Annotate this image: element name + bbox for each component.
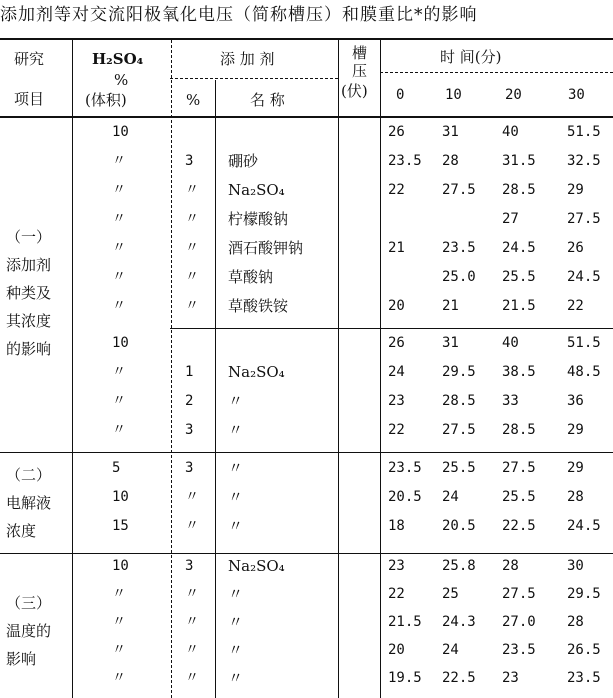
cell-voltage-t10: 22.5 [442,670,476,686]
cell-voltage-t30: 28 [567,489,584,505]
cell-h2so4: 10 [112,124,129,140]
cell-voltage-t30: 24.5 [567,518,601,534]
cell-additive-name: Na₂SO₄ [228,181,285,199]
header-time: 时 间(分) [440,48,502,66]
cell-voltage-t0: 22 [388,422,405,438]
cell-voltage-t0: 22 [388,182,405,198]
header-bottom-rule [0,116,613,118]
group-rule-2 [0,553,613,554]
cell-voltage-t10: 25.0 [442,269,476,285]
group-label-line: 浓度 [6,522,37,540]
cell-voltage-t30: 24.5 [567,269,601,285]
cell-voltage-t10: 24 [442,642,459,658]
header-voltage-1: 槽 [352,44,368,62]
header-time-0: 0 [396,87,405,103]
cell-voltage-t10: 31 [442,335,459,351]
cell-voltage-t0: 19.5 [388,670,422,686]
cell-voltage-t20: 21.5 [502,298,536,314]
cell-additive-pct: 〃 [185,670,199,686]
cell-voltage-t0: 18 [388,518,405,534]
cell-additive-name: 〃 [228,641,244,659]
cell-voltage-t20: 28.5 [502,422,536,438]
cell-voltage-t10: 20.5 [442,518,476,534]
cell-voltage-t10: 28 [442,153,459,169]
cell-additive-pct: 〃 [185,518,199,534]
group-label-line: 其浓度 [6,312,52,330]
cell-h2so4: 5 [112,460,121,476]
cell-additive-name: Na₂SO₄ [228,363,285,381]
cell-additive-pct: 〃 [185,489,199,505]
col-rule-1 [72,40,73,698]
cell-additive-pct: 3 [185,460,194,476]
cell-voltage-t10: 27.5 [442,422,476,438]
cell-voltage-t0: 23.5 [388,460,422,476]
col-rule-3 [215,80,216,698]
cell-voltage-t20: 27.5 [502,460,536,476]
cell-h2so4: 〃 [112,642,126,658]
cell-voltage-t30: 26 [567,240,584,256]
header-h2so4-pct: % [114,71,129,89]
header-time-30: 30 [568,87,585,103]
cell-voltage-t10: 31 [442,124,459,140]
cell-voltage-t30: 32.5 [567,153,601,169]
header-h2so4-vol: (体积) [85,91,127,109]
cell-voltage-t20: 28.5 [502,182,536,198]
cell-voltage-t30: 36 [567,393,584,409]
cell-voltage-t0: 23.5 [388,153,422,169]
cell-h2so4: 〃 [112,670,126,686]
cell-voltage-t20: 40 [502,124,519,140]
cell-h2so4: 〃 [112,614,126,630]
cell-voltage-t30: 48.5 [567,364,601,380]
cell-voltage-t30: 29 [567,182,584,198]
cell-voltage-t30: 51.5 [567,335,601,351]
group-label-line: （一） [6,228,52,246]
cell-additive-name: 硼砂 [228,152,259,170]
group-label-line: 的影响 [6,340,52,358]
cell-voltage-t10: 23.5 [442,240,476,256]
cell-voltage-t0: 26 [388,124,405,140]
header-additive-pct: % [186,91,201,109]
cell-h2so4: 〃 [112,153,126,169]
group-label-line: 电解液 [6,494,52,512]
time-sub-rule [380,72,613,73]
cell-voltage-t20: 24.5 [502,240,536,256]
cell-voltage-t10: 25.8 [442,558,476,574]
cell-additive-name: 〃 [228,517,244,535]
header-study-2: 项目 [14,90,45,108]
cell-additive-name: 〃 [228,613,244,631]
group-label-line: 影响 [6,650,37,668]
cell-h2so4: 〃 [112,269,126,285]
cell-voltage-t30: 27.5 [567,211,601,227]
cell-additive-pct: 3 [185,422,194,438]
cell-h2so4: 10 [112,558,129,574]
cell-voltage-t0: 22 [388,586,405,602]
cell-voltage-t20: 27.0 [502,614,536,630]
cell-additive-name: 〃 [228,585,244,603]
cell-additive-pct: 3 [185,558,194,574]
cell-voltage-t30: 29.5 [567,586,601,602]
cell-additive-pct: 3 [185,153,194,169]
cell-additive-pct: 2 [185,393,194,409]
cell-voltage-t30: 23.5 [567,670,601,686]
cell-voltage-t0: 20 [388,642,405,658]
cell-h2so4: 〃 [112,240,126,256]
cell-voltage-t10: 21 [442,298,459,314]
cell-voltage-t30: 22 [567,298,584,314]
cell-additive-pct: 〃 [185,240,199,256]
cell-voltage-t20: 33 [502,393,519,409]
cell-additive-name: 〃 [228,488,244,506]
cell-voltage-t30: 51.5 [567,124,601,140]
cell-additive-pct: 〃 [185,269,199,285]
cell-additive-name: 草酸铁铵 [228,297,289,315]
cell-voltage-t20: 40 [502,335,519,351]
header-h2so4: H₂SO₄ [92,50,144,68]
cell-additive-name: 酒石酸钾钠 [228,239,304,257]
cell-voltage-t30: 28 [567,614,584,630]
cell-voltage-t0: 20.5 [388,489,422,505]
cell-h2so4: 〃 [112,422,126,438]
group-label-line: （三） [6,594,52,612]
cell-h2so4: 10 [112,335,129,351]
cell-additive-name: 〃 [228,421,244,439]
cell-h2so4: 〃 [112,364,126,380]
cell-additive-pct: 〃 [185,614,199,630]
cell-voltage-t10: 29.5 [442,364,476,380]
cell-voltage-t20: 22.5 [502,518,536,534]
header-voltage-2: 压 [352,62,368,80]
header-voltage-3: (伏) [341,82,368,100]
additive-sub-rule [170,78,338,79]
cell-voltage-t10: 25.5 [442,460,476,476]
cell-voltage-t0: 21.5 [388,614,422,630]
header-study-1: 研究 [14,50,45,68]
cell-voltage-t20: 25.5 [502,489,536,505]
cell-voltage-t20: 38.5 [502,364,536,380]
group-label-line: （二） [6,466,52,484]
cell-additive-pct: 〃 [185,586,199,602]
cell-voltage-t0: 26 [388,335,405,351]
cell-additive-pct: 〃 [185,211,199,227]
cell-additive-pct: 〃 [185,642,199,658]
col-rule-4 [338,40,339,698]
cell-voltage-t10: 28.5 [442,393,476,409]
cell-additive-name: 〃 [228,392,244,410]
cell-voltage-t20: 27 [502,211,519,227]
cell-voltage-t10: 25 [442,586,459,602]
cell-voltage-t20: 25.5 [502,269,536,285]
cell-voltage-t0: 21 [388,240,405,256]
cell-additive-pct: 〃 [185,298,199,314]
cell-voltage-t0: 20 [388,298,405,314]
cell-voltage-t20: 23.5 [502,642,536,658]
cell-voltage-t0: 23 [388,558,405,574]
group-label-line: 种类及 [6,284,52,302]
cell-h2so4: 〃 [112,182,126,198]
cell-voltage-t30: 29 [567,460,584,476]
header-top-rule [0,38,613,40]
group-label-line: 添加剂 [6,256,52,274]
header-time-20: 20 [505,87,522,103]
header-additive: 添 加 剂 [220,50,275,68]
cell-voltage-t10: 24.3 [442,614,476,630]
cell-voltage-t10: 27.5 [442,182,476,198]
cell-additive-pct: 1 [185,364,194,380]
cell-additive-name: 草酸钠 [228,268,274,286]
cell-additive-pct: 〃 [185,182,199,198]
cell-additive-name: 柠檬酸钠 [228,210,289,228]
cell-additive-name: 〃 [228,669,244,687]
cell-voltage-t30: 26.5 [567,642,601,658]
cell-voltage-t0: 23 [388,393,405,409]
cell-h2so4: 〃 [112,298,126,314]
cell-voltage-t30: 29 [567,422,584,438]
cell-voltage-t20: 31.5 [502,153,536,169]
cell-additive-name: 〃 [228,459,244,477]
cell-additive-name: Na₂SO₄ [228,557,285,575]
cell-h2so4: 〃 [112,393,126,409]
cell-h2so4: 〃 [112,586,126,602]
cell-voltage-t20: 23 [502,670,519,686]
cell-voltage-t20: 28 [502,558,519,574]
header-time-10: 10 [445,87,462,103]
group-rule-1 [0,452,613,453]
header-additive-name: 名 称 [250,91,285,109]
cell-voltage-t10: 24 [442,489,459,505]
cell-voltage-t0: 24 [388,364,405,380]
group-label-line: 温度的 [6,622,52,640]
col-rule-2 [171,40,172,698]
cell-voltage-t30: 30 [567,558,584,574]
table-title: 添加剂等对交流阳极氧化电压（简称槽压）和膜重比*的影响 [0,5,478,25]
col-rule-5 [380,40,381,698]
subgroup-rule [170,328,613,329]
cell-h2so4: 〃 [112,211,126,227]
cell-h2so4: 15 [112,518,129,534]
cell-voltage-t20: 27.5 [502,586,536,602]
cell-h2so4: 10 [112,489,129,505]
